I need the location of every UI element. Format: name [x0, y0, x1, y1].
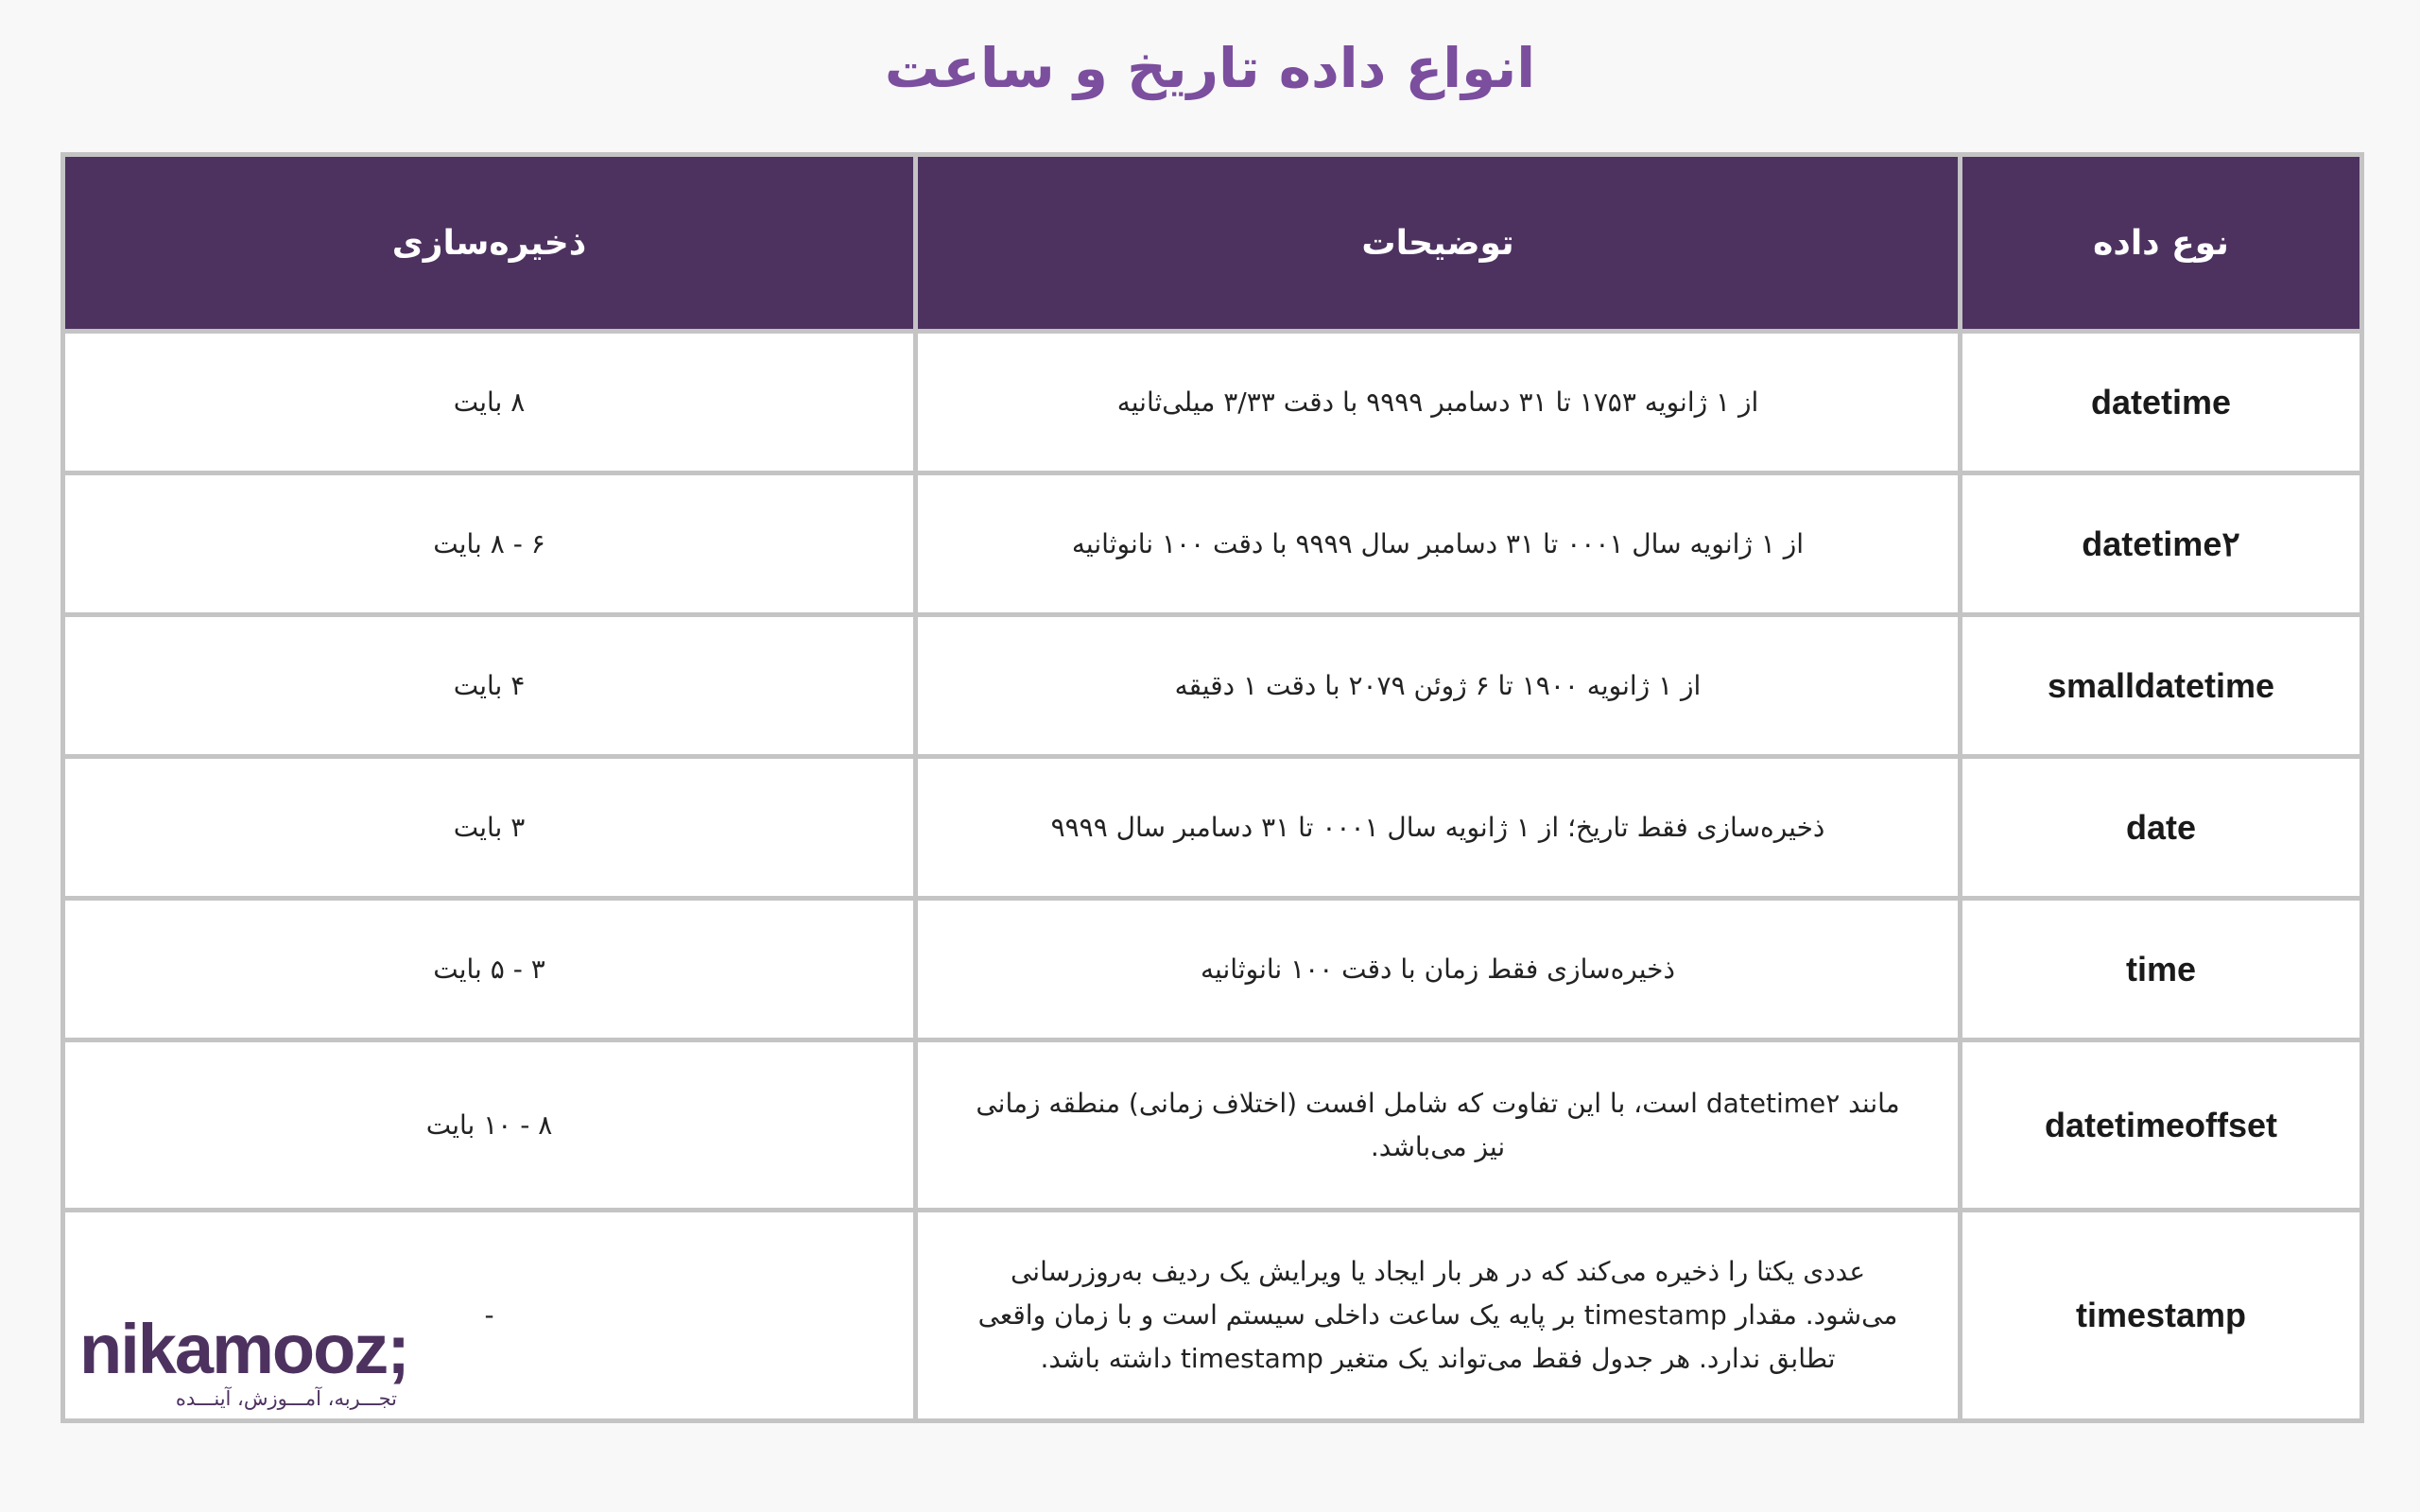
cell-storage: ۸ بایت — [63, 332, 916, 473]
table-row — [63, 899, 2362, 1040]
header-storage: ذخیره‌سازی — [63, 155, 916, 332]
cell-type: datetimeoffset — [1961, 1040, 2362, 1211]
table-header-row — [63, 155, 2362, 332]
table-row — [63, 757, 2362, 899]
table-row — [63, 1040, 2362, 1211]
cell-type: datetime۲ — [1961, 473, 2362, 615]
cell-storage: ۴ بایت — [63, 615, 916, 757]
cell-description: از ۱ ژانویه ۱۹۰۰ تا ۶ ژوئن ۲۰۷۹ با دقت ۱ دقیقه — [916, 615, 1961, 757]
cell-type: timestamp — [1961, 1211, 2362, 1421]
cell-type: time — [1961, 899, 2362, 1040]
cell-description: ذخیره‌سازی فقط زمان با دقت ۱۰۰ نانوثانیه — [916, 899, 1961, 1040]
cell-storage: ۳ - ۵ بایت — [63, 899, 916, 1040]
cell-type: date — [1961, 757, 2362, 899]
cell-description: از ۱ ژانویه ۱۷۵۳ تا ۳۱ دسامبر ۹۹۹۹ با دقت ۳/۳۳ میلی‌ثانیه — [916, 332, 1961, 473]
cell-description: مانند datetime۲ است، با این تفاوت که شامل افست (اختلاف زمانی) منطقه زمانی نیز می‌باشد. — [916, 1040, 1961, 1211]
cell-storage: ۶ - ۸ بایت — [63, 473, 916, 615]
page-title: انواع داده تاریخ و ساعت — [884, 36, 1536, 100]
cell-type: smalldatetime — [1961, 615, 2362, 757]
cell-description: ذخیره‌سازی فقط تاریخ؛ از ۱ ژانویه سال ۰۰۰۱ تا ۳۱ دسامبر سال ۹۹۹۹ — [916, 757, 1961, 899]
table-row — [63, 615, 2362, 757]
cell-storage: ۸ - ۱۰ بایت — [63, 1040, 916, 1211]
logo-wordmark: nikamooz; — [79, 1310, 408, 1388]
cell-description: عددی یکتا را ذخیره می‌کند که در هر بار ایجاد یا ویرایش یک ردیف به‌روزرسانی می‌شود. مقدار timestamp بر پایه یک ساعت داخلی سیستم است و با زمان واقعی تطابق ندارد. هر جدول فقط می‌تواند یک متغیر timestamp داشته باشد. — [916, 1211, 1961, 1421]
header-description: توضیحات — [916, 155, 1961, 332]
cell-storage: ۳ بایت — [63, 757, 916, 899]
cell-storage: - — [63, 1211, 916, 1421]
header-type: نوع داده — [1961, 155, 2362, 332]
nikamooz-logo — [79, 1312, 439, 1418]
cell-type: datetime — [1961, 332, 2362, 473]
logo-tagline: تجـــربه، آمـــوزش، آینـــده — [175, 1387, 397, 1410]
table-row — [63, 473, 2362, 615]
data-types-table — [60, 152, 2364, 1423]
cell-description: از ۱ ژانویه سال ۰۰۰۱ تا ۳۱ دسامبر سال ۹۹۹۹ با دقت ۱۰۰ نانوثانیه — [916, 473, 1961, 615]
table-row — [63, 332, 2362, 473]
